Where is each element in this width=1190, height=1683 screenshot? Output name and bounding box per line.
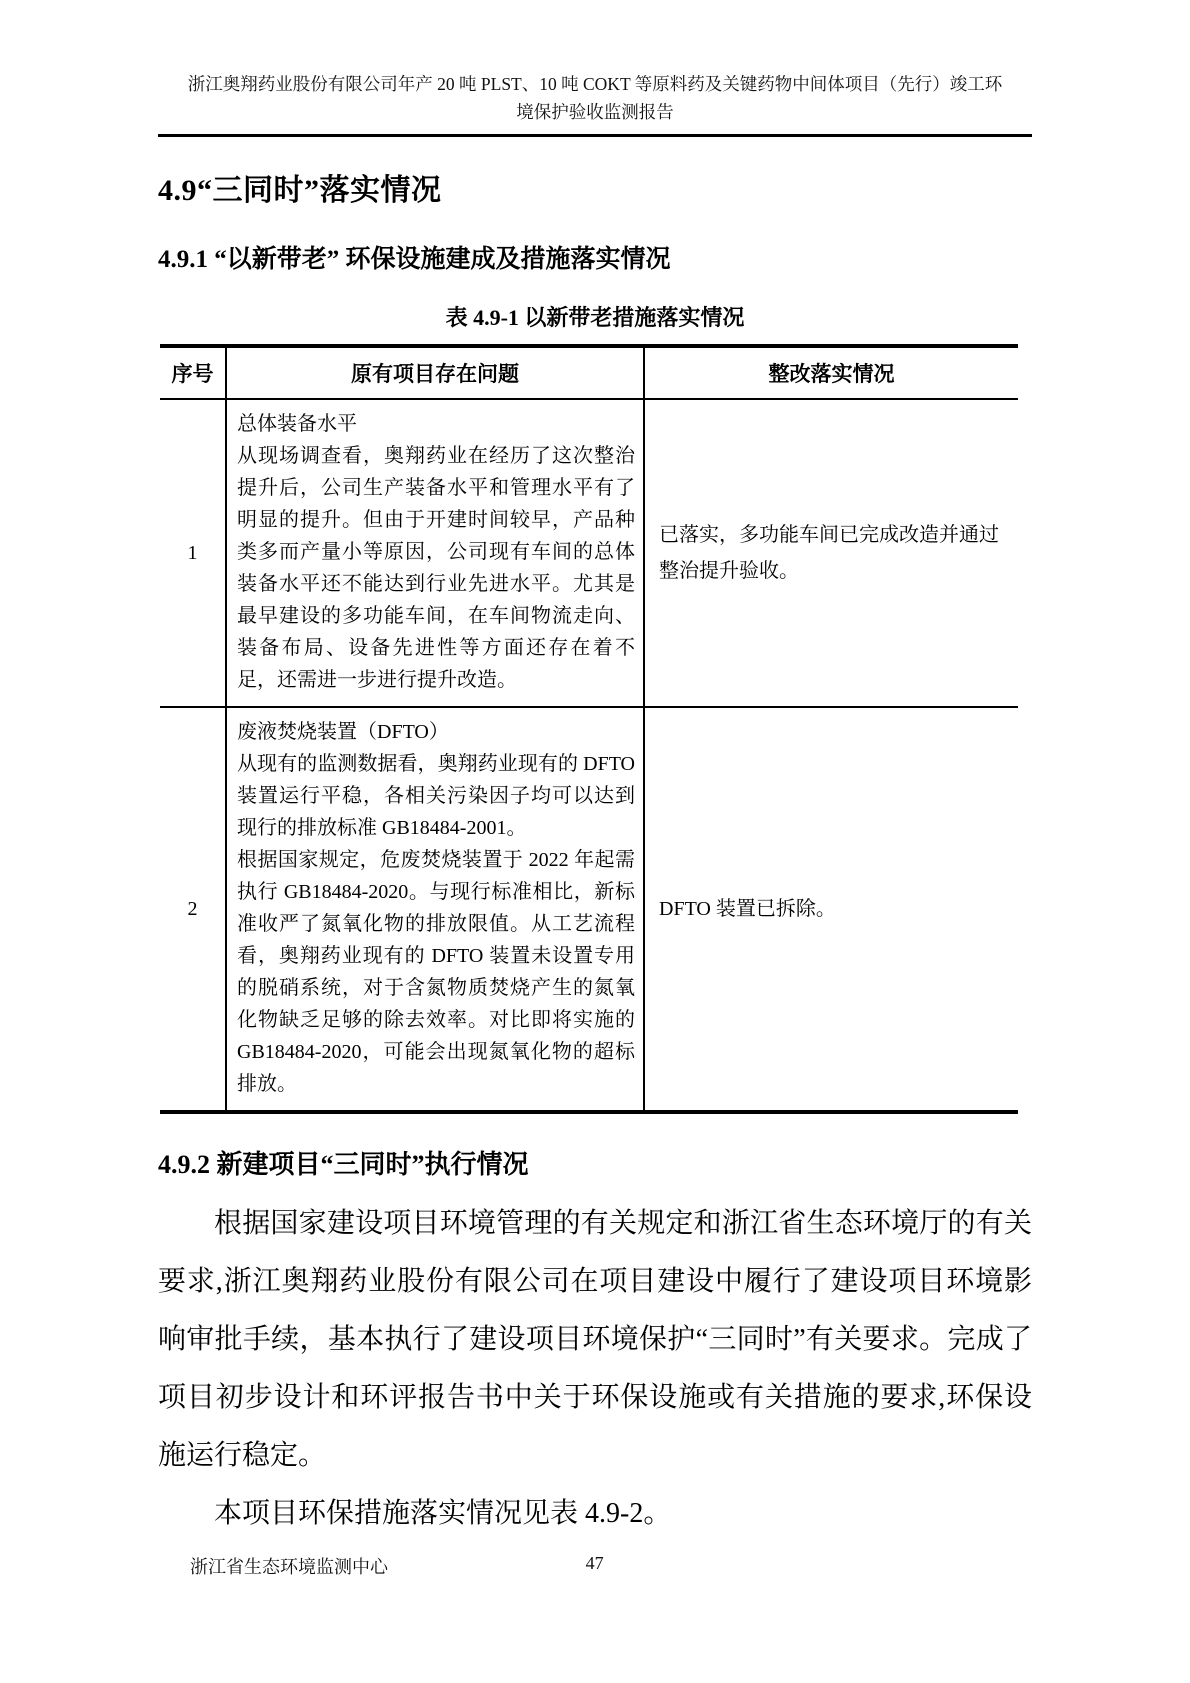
row-2-serial-number: 2 xyxy=(160,707,226,1112)
column-header-existing-problems: 原有项目存在问题 xyxy=(226,346,644,399)
row-2-problem-text-1: 从现有的监测数据看，奥翔药业现有的 DFTO 装置运行平稳，各相关污染因子均可以达到现行的排放标准 GB18484-2001。 xyxy=(237,753,635,839)
row-1-problem-cell xyxy=(226,399,644,707)
table-row xyxy=(160,707,1018,1112)
header-rule xyxy=(158,134,1032,137)
row-2-problem-title: 废液焚烧装置（DFTO） xyxy=(237,721,449,743)
row-1-problem-title: 总体装备水平 xyxy=(237,413,357,435)
row-2-action-cell: DFTO 装置已拆除。 xyxy=(644,707,1018,1112)
table-4-9-1 xyxy=(160,344,1018,1114)
row-2-problem-text-2: 根据国家规定，危废焚烧装置于 2022 年起需执行 GB18484-2020。与现行标准相比，新标准收严了氮氧化物的排放限值。从工艺流程看，奥翔药业现有的 DFTO 装置未设置专用的脱硝系统，对于含氮物质焚烧产生的氮氧化物缺乏足够的除去效率。对比即将实施的 GB18484-2020，可能会出现氮氧化物的超标排放。 xyxy=(237,849,635,1095)
table-header-row xyxy=(160,346,1018,399)
column-header-rectification-status: 整改落实情况 xyxy=(644,346,1018,399)
running-head-line-1: 浙江奥翔药业股份有限公司年产 20 吨 PLST、10 吨 COKT 等原料药及关键药物中间体项目（先行）竣工环 xyxy=(187,74,1003,94)
page-footer xyxy=(158,1553,1032,1577)
table-4-9-1-caption: 表 4.9-1 以新带老措施落实情况 xyxy=(445,305,745,330)
row-2-problem-cell xyxy=(226,707,644,1112)
section-4-9-2-heading: 4.9.2 新建项目“三同时”执行情况 xyxy=(158,1150,529,1179)
footer-page-number: 47 xyxy=(585,1553,604,1573)
table-row xyxy=(160,399,1018,707)
running-head-line-2: 境保护验收监测报告 xyxy=(516,102,674,122)
section-4-9-1-heading: 4.9.1 “以新带老” 环保设施建成及措施落实情况 xyxy=(158,246,671,273)
row-1-serial-number: 1 xyxy=(160,399,226,707)
section-4-9-heading: 4.9“三同时”落实情况 xyxy=(158,174,442,207)
row-1-action-cell: 已落实，多功能车间已完成改造并通过整治提升验收。 xyxy=(644,399,1018,707)
running-head xyxy=(158,70,1032,126)
column-header-serial-number: 序号 xyxy=(160,346,226,399)
section-4-9-2-paragraph-2: 本项目环保措施落实情况见表 4.9-2。 xyxy=(214,1498,672,1529)
footer-organization: 浙江省生态环境监测中心 xyxy=(190,1557,388,1577)
row-1-problem-text: 从现场调查看，奥翔药业在经历了这次整治提升后，公司生产装备水平和管理水平有了明显的提升。但由于开建时间较早，产品种类多而产量小等原因，公司现有车间的总体装备水平还不能达到行业先进水平。尤其是最早建设的多功能车间，在车间物流走向、装备布局、设备先进性等方面还存在着不足，还需进一步进行提升改造。 xyxy=(237,445,635,691)
section-4-9-2-paragraph-1: 根据国家建设项目环境管理的有关规定和浙江省生态环境厅的有关要求,浙江奥翔药业股份有限公司在项目建设中履行了建设项目环境影响审批手续，基本执行了建设项目环境保护“三同时”有关要求。完成了项目初步设计和环评报告书中关于环保设施或有关措施的要求,环保设施运行稳定。 xyxy=(158,1208,1032,1471)
page-header xyxy=(158,70,1032,137)
